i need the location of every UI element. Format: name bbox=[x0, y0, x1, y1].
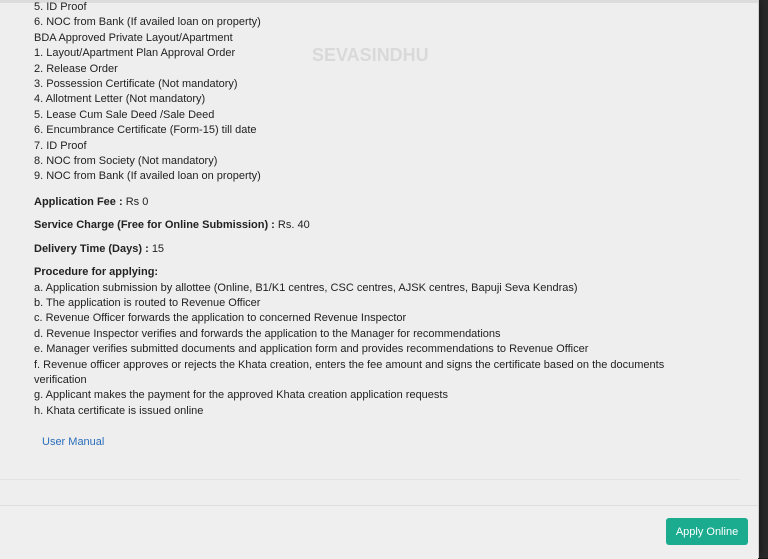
application-fee bbox=[34, 195, 738, 210]
user-manual-link[interactable]: User Manual bbox=[42, 436, 105, 449]
doc-item: 6. NOC from Bank (If availed loan on property) bbox=[34, 16, 261, 29]
service-charge-label: Service Charge (Free for Online Submission) : bbox=[34, 219, 275, 232]
delivery-time bbox=[34, 242, 738, 257]
procedure-step: a. Application submission by allottee (Online, B1/K1 centres, CSC centres, AJSK centres, Bapuji Seva Kendras) bbox=[34, 281, 578, 294]
delivery-time-label: Delivery Time (Days) : bbox=[34, 242, 149, 255]
apply-online-button[interactable]: Apply Online bbox=[666, 518, 748, 545]
bda-doc-item: 6. Encumbrance Certificate (Form-15) till date bbox=[34, 124, 257, 137]
procedure-step: b. The application is routed to Revenue Officer bbox=[34, 296, 261, 309]
bda-doc-item: 5. Lease Cum Sale Deed /Sale Deed bbox=[34, 108, 215, 121]
bda-section-heading: BDA Approved Private Layout/Apartment bbox=[34, 31, 233, 44]
procedure-title: Procedure for applying: bbox=[34, 266, 159, 279]
service-charge bbox=[34, 218, 738, 233]
bda-doc-item: 2. Release Order bbox=[34, 62, 118, 75]
procedure-step: g. Applicant makes the payment for the approved Khata creation application requests bbox=[34, 389, 448, 402]
procedure-step: e. Manager verifies submitted documents and application form and provides recommendations to Revenue Officer bbox=[34, 343, 589, 356]
doc-item: 5. ID Proof bbox=[34, 1, 87, 13]
service-charge-value: Rs. 40 bbox=[277, 219, 310, 232]
background-ghost-title: SEVASINDHU bbox=[312, 45, 429, 65]
bda-doc-item: 3. Possession Certificate (Not mandatory) bbox=[34, 78, 238, 91]
procedure-step: h. Khata certificate is issued online bbox=[34, 404, 204, 417]
procedure-step: f. Revenue officer approves or rejects the Khata creation, enters the fee amount and signs the certificate based on the documents verification bbox=[34, 358, 665, 386]
modal-footer bbox=[0, 505, 758, 559]
bda-doc-item: 1. Layout/Apartment Plan Approval Order bbox=[34, 47, 236, 60]
bda-doc-item: 4. Allotment Letter (Not mandatory) bbox=[34, 93, 206, 106]
bda-doc-item: 8. NOC from Society (Not mandatory) bbox=[34, 155, 218, 168]
application-fee-label: Application Fee : bbox=[34, 195, 123, 208]
modal-body bbox=[34, 0, 738, 451]
bda-doc-item: 9. NOC from Bank (If availed loan on property) bbox=[34, 170, 261, 183]
procedure-step: d. Revenue Inspector verifies and forwards the application to the Manager for recommendations bbox=[34, 327, 501, 340]
procedure-step: c. Revenue Officer forwards the application to concerned Revenue Inspector bbox=[34, 312, 407, 325]
bda-doc-item: 7. ID Proof bbox=[34, 139, 87, 152]
application-fee-value: Rs 0 bbox=[125, 195, 149, 208]
content-divider bbox=[0, 479, 740, 480]
delivery-time-value: 15 bbox=[151, 242, 165, 255]
